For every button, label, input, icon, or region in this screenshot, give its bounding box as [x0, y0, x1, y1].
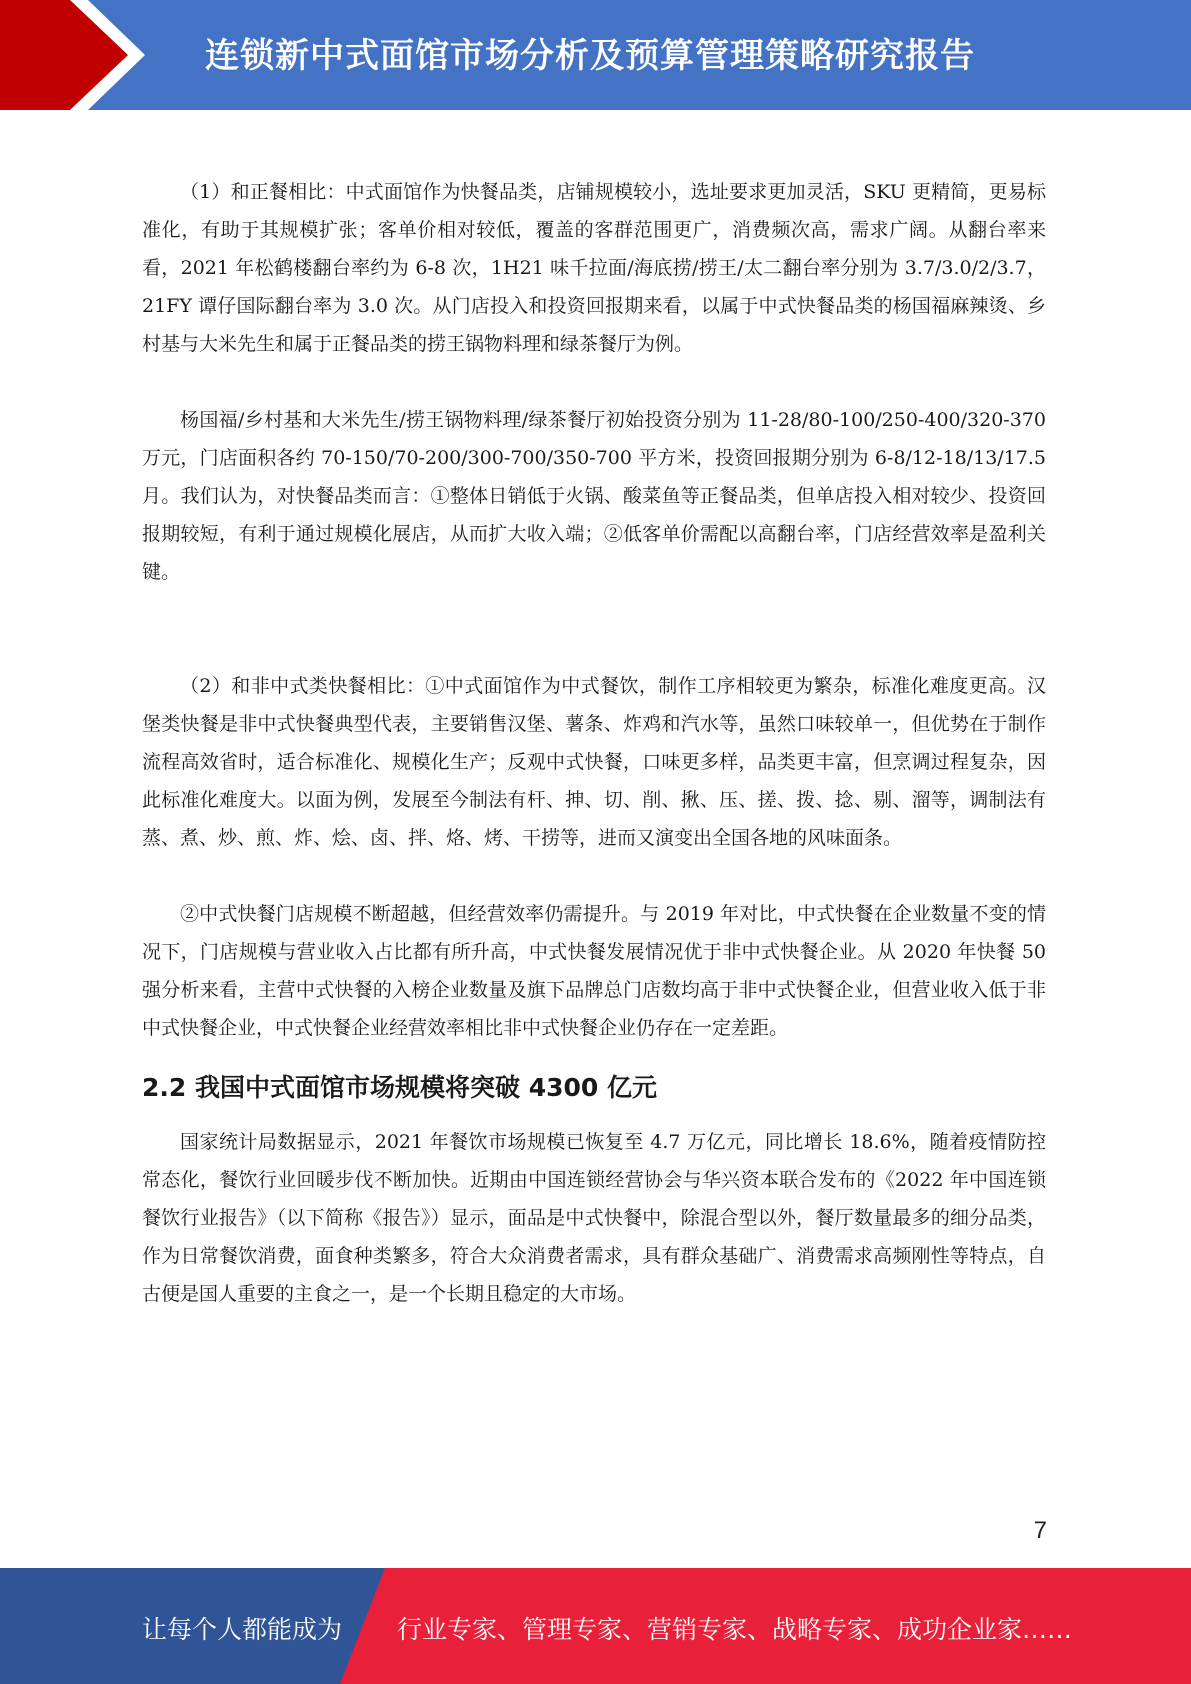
footer-slogan-right: 行业专家、管理专家、营销专家、战略专家、成功企业家…… [397, 1615, 1073, 1644]
page-footer [0, 1568, 1191, 1684]
paragraph-2: 杨国福/乡村基和大米先生/捞王锅物料理/绿茶餐厅初始投资分别为 11-28/80-100/250-400/320-370 万元，门店面积各约 70-150/70-200/300-700/350-700 平方米，投资回报期分别为 6-8/12-18/13/17.5 月。我们认为，对快餐品类而言：①整体日销低于火锅、酸菜鱼等正餐品类，但单店投入相对较少、投资回报期较短，有利于通过规模化展店，从而扩大收入端；②低客单价需配以高翻台率，门店经营效率是盈利关键。 [142, 409, 1046, 583]
paragraph-3: （2）和非中式类快餐相比：①中式面馆作为中式餐饮，制作工序相较更为繁杂，标准化难度更高。汉堡类快餐是非中式快餐典型代表，主要销售汉堡、薯条、炸鸡和汽水等，虽然口味较单一，但优势在于制作流程高效省时，适合标准化、规模化生产；反观中式快餐，口味更多样，品类更丰富，但烹调过程复杂，因此标准化难度大。以面为例，发展至今制法有杆、抻、切、削、揪、压、搓、拨、捻、剔、溜等，调制法有蒸、煮、炒、煎、炸、烩、卤、拌、烙、烤、干捞等，进而又演变出全国各地的风味面条。 [142, 675, 1046, 849]
main-content [142, 173, 1046, 1313]
report-title: 连锁新中式面馆市场分析及预算管理策略研究报告 [205, 36, 975, 76]
page-number: 7 [1033, 1517, 1047, 1544]
paragraph-4: ②中式快餐门店规模不断超越，但经营效率仍需提升。与 2019 年对比，中式快餐在企业数量不变的情况下，门店规模与营业收入占比都有所升高，中式快餐发展情况优于非中式快餐企业。从 2020 年快餐 50 强分析来看，主营中式快餐的入榜企业数量及旗下品牌总门店数均高于非中式快餐企业，但营业收入低于非中式快餐企业，中式快餐企业经营效率相比非中式快餐企业仍存在一定差距。 [142, 903, 1046, 1039]
paragraph-1: （1）和正餐相比：中式面馆作为快餐品类，店铺规模较小，选址要求更加灵活，SKU 更精简，更易标准化，有助于其规模扩张；客单价相对较低，覆盖的客群范围更广，消费频次高，需求广阔。从翻台率来看，2021 年松鹤楼翻台率约为 6-8 次，1H21 味千拉面/海底捞/捞王/太二翻台率分别为 3.7/3.0/2/3.7，21FY 谭仔国际翻台率为 3.0 次。从门店投入和投资回报期来看，以属于中式快餐品类的杨国福麻辣烫、乡村基与大米先生和属于正餐品类的捞王锅物料理和绿茶餐厅为例。 [142, 181, 1046, 355]
footer-slogan-left: 让每个人都能成为 [142, 1615, 343, 1644]
paragraph-5: 国家统计局数据显示，2021 年餐饮市场规模已恢复至 4.7 万亿元，同比增长 18.6%，随着疫情防控常态化，餐饮行业回暖步伐不断加快。近期由中国连锁经营协会与华兴资本联合发布的《2022 年中国连锁餐饮行业报告》（以下简称《报告》）显示，面品是中式快餐中，除混合型以外，餐厅数量最多的细分品类，作为日常餐饮消费，面食种类繁多，符合大众消费者需求，具有群众基础广、消费需求高频刚性等特点，自古便是国人重要的主食之一，是一个长期且稳定的大市场。 [142, 1131, 1046, 1305]
header-red-arrow [0, 0, 145, 110]
section-heading: 2.2 我国中式面馆市场规模将突破 4300 亿元 [142, 1073, 657, 1102]
page-header [0, 0, 1191, 110]
